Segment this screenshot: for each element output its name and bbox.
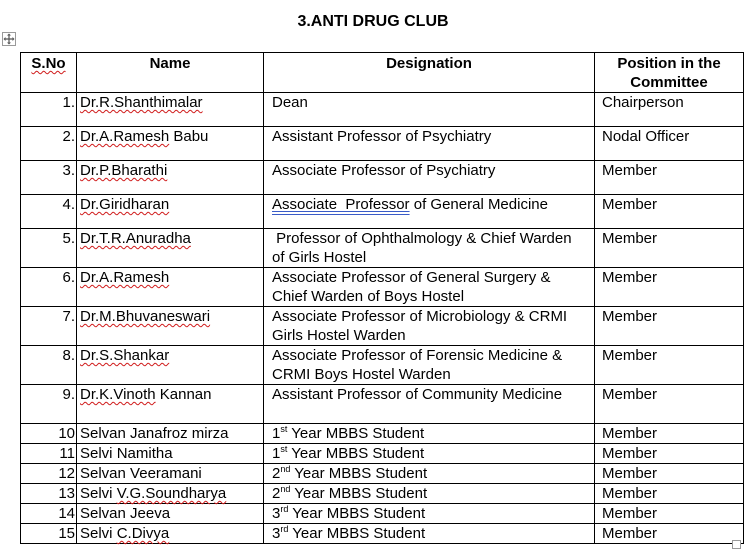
designation-cell: Associate Professor of General Medicine xyxy=(264,195,595,229)
designation-cell: Associate Professor of General Surgery & Chief Warden of Boys Hostel xyxy=(264,268,595,307)
table-row xyxy=(21,464,744,484)
designation-cell: 1st Year MBBS Student xyxy=(264,444,595,464)
name-cell: Dr.A.Ramesh xyxy=(77,268,264,307)
designation-cell: 2nd Year MBBS Student xyxy=(264,484,595,504)
sno-cell: 13 xyxy=(21,484,77,504)
anti-drug-club-table xyxy=(20,52,744,544)
name-cell: Dr.R.Shanthimalar xyxy=(77,93,264,127)
table-row xyxy=(21,161,744,195)
header-designation: Designation xyxy=(264,53,595,93)
table-row xyxy=(21,424,744,444)
table-row xyxy=(21,195,744,229)
position-cell: Member xyxy=(595,424,744,444)
designation-cell: Assistant Professor of Psychiatry xyxy=(264,127,595,161)
designation-cell: Associate Professor of Forensic Medicine & CRMI Boys Hostel Warden xyxy=(264,346,595,385)
position-cell: Member xyxy=(595,346,744,385)
table-row xyxy=(21,524,744,544)
designation-cell: 2nd Year MBBS Student xyxy=(264,464,595,484)
position-cell: Member xyxy=(595,464,744,484)
designation-cell: 3rd Year MBBS Student xyxy=(264,504,595,524)
designation-cell: 3rd Year MBBS Student xyxy=(264,524,595,544)
name-cell: Dr.K.Vinoth Kannan xyxy=(77,385,264,424)
designation-cell: Dean xyxy=(264,93,595,127)
sno-cell: 7. xyxy=(21,307,77,346)
name-cell: Selvan Janafroz mirza xyxy=(77,424,264,444)
position-cell: Member xyxy=(595,484,744,504)
table-row xyxy=(21,93,744,127)
designation-cell: Assistant Professor of Community Medicine xyxy=(264,385,595,424)
sno-cell: 3. xyxy=(21,161,77,195)
name-cell: Selvi C.Divya xyxy=(77,524,264,544)
table-row xyxy=(21,307,744,346)
position-cell: Member xyxy=(595,385,744,424)
name-cell: Dr.Giridharan xyxy=(77,195,264,229)
name-cell: Selvan Veeramani xyxy=(77,464,264,484)
position-cell: Nodal Officer xyxy=(595,127,744,161)
table-row xyxy=(21,504,744,524)
sno-cell: 4. xyxy=(21,195,77,229)
position-cell: Member xyxy=(595,444,744,464)
sno-cell: 6. xyxy=(21,268,77,307)
document-title: 3.ANTI DRUG CLUB xyxy=(297,13,449,30)
table-row xyxy=(21,484,744,504)
name-cell: Selvi Namitha xyxy=(77,444,264,464)
position-cell: Member xyxy=(595,524,744,544)
header-name: Name xyxy=(77,53,264,93)
sno-cell: 5. xyxy=(21,229,77,268)
designation-cell: Associate Professor of Psychiatry xyxy=(264,161,595,195)
table-row xyxy=(21,229,744,268)
name-cell: Selvan Jeeva xyxy=(77,504,264,524)
table-resize-handle-icon[interactable] xyxy=(732,540,741,549)
designation-cell: 1st Year MBBS Student xyxy=(264,424,595,444)
name-cell: Dr.P.Bharathi xyxy=(77,161,264,195)
position-cell: Member xyxy=(595,504,744,524)
sno-cell: 2. xyxy=(21,127,77,161)
position-cell: Member xyxy=(595,229,744,268)
table-row xyxy=(21,127,744,161)
position-cell: Chairperson xyxy=(595,93,744,127)
sno-cell: 12 xyxy=(21,464,77,484)
name-cell: Dr.M.Bhuvaneswari xyxy=(77,307,264,346)
sno-cell: 1. xyxy=(21,93,77,127)
header-sno: S.No xyxy=(21,53,77,93)
table-move-handle-icon[interactable] xyxy=(2,32,16,46)
sno-cell: 10 xyxy=(21,424,77,444)
sno-cell: 8. xyxy=(21,346,77,385)
position-cell: Member xyxy=(595,195,744,229)
table-row xyxy=(21,346,744,385)
name-cell: Dr.A.Ramesh Babu xyxy=(77,127,264,161)
designation-cell: Professor of Ophthalmology & Chief Warden of Girls Hostel xyxy=(264,229,595,268)
sno-cell: 15 xyxy=(21,524,77,544)
name-cell: Dr.S.Shankar xyxy=(77,346,264,385)
table-row xyxy=(21,385,744,424)
sno-cell: 9. xyxy=(21,385,77,424)
sno-cell: 11 xyxy=(21,444,77,464)
position-cell: Member xyxy=(595,307,744,346)
table-row xyxy=(21,444,744,464)
name-cell: Selvi V.G.Soundharya xyxy=(77,484,264,504)
position-cell: Member xyxy=(595,161,744,195)
position-cell: Member xyxy=(595,268,744,307)
designation-cell: Associate Professor of Microbiology & CRMI Girls Hostel Warden xyxy=(264,307,595,346)
table-header-row xyxy=(21,53,744,93)
sno-cell: 14 xyxy=(21,504,77,524)
name-cell: Dr.T.R.Anuradha xyxy=(77,229,264,268)
table-row xyxy=(21,268,744,307)
header-position: Position in the Committee xyxy=(595,53,744,93)
